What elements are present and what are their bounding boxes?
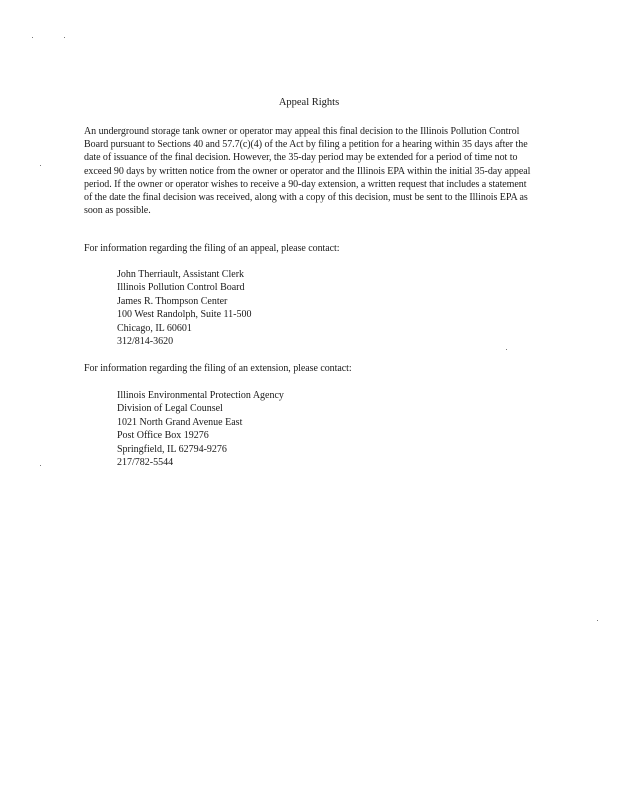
scan-speck (32, 37, 33, 38)
scan-speck (40, 465, 41, 466)
scan-speck (64, 37, 65, 38)
scan-speck (506, 349, 507, 350)
extension-contact-intro: For information regarding the filing of an extension, please contact: (84, 363, 352, 374)
appeal-rights-paragraph: An underground storage tank owner or operator may appeal this final decision to the Illinois Pollution Control Board pursuant to Sections 40 and 57.7(c)(4) of the Act by filing a petition for a hearing within 35 days after the date of issuance of the final decision. However, the 35-day period may be extended for a period of time not to exceed 90 days by written notice from the owner or operator and the Illinois EPA within the initial 35-day appeal period. If the owner or operator wishes to receive a 90-day extension, a written request that includes a statement of the date the final decision was received, along with a copy of this decision, must be sent to the Illinois EPA as soon as possible. (84, 126, 531, 217)
document-title: Appeal Rights (278, 97, 340, 108)
address-line: 100 West Randolph, Suite 11-500 (117, 309, 252, 321)
address-line: Division of Legal Counsel (117, 403, 223, 415)
address-line: Springfield, IL 62794-9276 (117, 443, 227, 455)
appeal-contact-intro: For information regarding the filing of an appeal, please contact: (84, 243, 340, 254)
appeal-contact-address (117, 268, 251, 348)
address-line: 312/814-3620 (117, 336, 174, 348)
address-line: Chicago, IL 60601 (117, 322, 192, 334)
scan-speck (40, 165, 41, 166)
address-line: 217/782-5544 (117, 457, 174, 469)
address-line: Illinois Environmental Protection Agency (117, 390, 284, 401)
scan-speck (597, 620, 598, 621)
address-line: Post Office Box 19276 (117, 430, 209, 442)
address-line: 1021 North Grand Avenue East (117, 416, 243, 428)
extension-contact-address (117, 389, 284, 469)
address-line: James R. Thompson Center (117, 295, 228, 307)
address-line: Illinois Pollution Control Board (117, 282, 245, 294)
address-line: John Therriault, Assistant Clerk (117, 269, 245, 280)
